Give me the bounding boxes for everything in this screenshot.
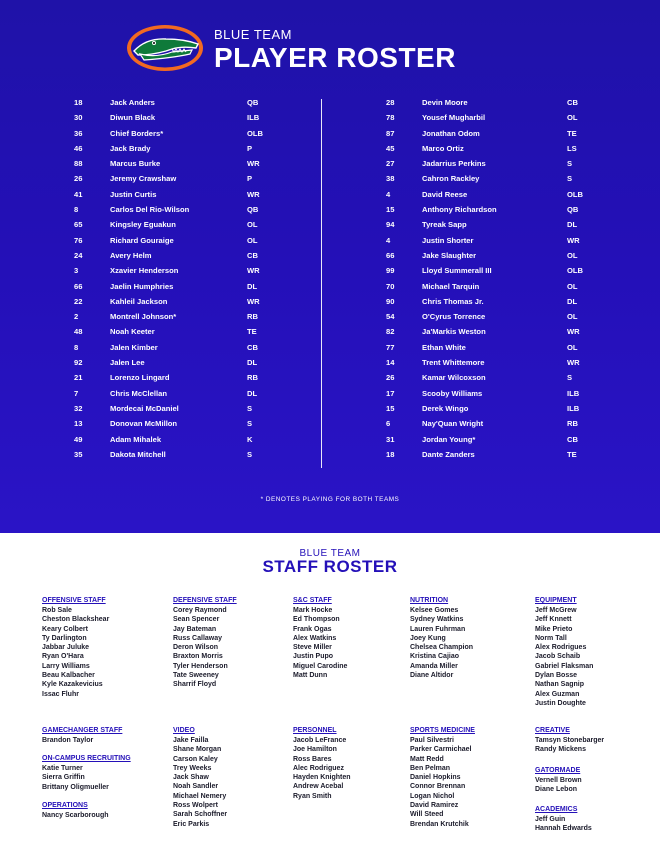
player-name: Scooby Williams <box>422 388 483 398</box>
staff-member: Kristina Cajiao <box>410 653 460 661</box>
player-number: 45 <box>386 143 395 153</box>
staff-member: Hannah Edwards <box>535 825 592 833</box>
staff-member: Ross Bares <box>293 755 332 763</box>
staff-group <box>535 767 582 795</box>
player-number: 15 <box>386 205 395 215</box>
staff-member: Dylan Bosse <box>535 672 578 680</box>
player-position: DL <box>567 220 578 230</box>
staff-member: Trey Weeks <box>173 764 212 772</box>
player-number: 78 <box>386 113 395 123</box>
staff-member: Ryan O'Hara <box>42 653 84 661</box>
staff-member: Diane Lebon <box>535 786 578 794</box>
staff-group-title: OPERATIONS <box>42 802 88 809</box>
player-name: Kahleil Jackson <box>110 296 168 306</box>
player-position: RB <box>567 419 578 429</box>
staff-member: Justin Doughte <box>535 699 586 707</box>
staff-group <box>173 597 237 690</box>
player-number: 28 <box>386 98 395 107</box>
player-name: David Reese <box>422 189 468 199</box>
player-number: 15 <box>386 403 395 413</box>
player-number: 35 <box>74 449 83 459</box>
player-number: 66 <box>74 281 83 291</box>
staff-member: Katie Turner <box>42 765 83 772</box>
staff-group <box>42 755 131 792</box>
player-position: RB <box>247 373 258 383</box>
player-position: OL <box>567 113 578 123</box>
player-name: Jadarrius Perkins <box>422 159 486 169</box>
staff-member: Kelsee Gomes <box>410 607 459 614</box>
staff-member: Alex Guzman <box>535 690 580 698</box>
staff-member: Cheston Blackshear <box>42 616 110 624</box>
player-position: OLB <box>567 189 584 199</box>
staff-group-title: ACADEMICS <box>535 806 578 813</box>
staff-group-title: OFFENSIVE STAFF <box>42 597 106 604</box>
player-name: Lorenzo Lingard <box>110 373 170 383</box>
staff-group-title: DEFENSIVE STAFF <box>173 597 237 604</box>
player-name: Ja'Markis Weston <box>422 327 486 337</box>
player-position: ILB <box>567 403 580 413</box>
player-number: 54 <box>386 312 395 322</box>
staff-member: Hayden Knighten <box>293 774 351 782</box>
staff-group <box>535 597 593 708</box>
player-position: S <box>247 449 253 459</box>
player-number: 2 <box>74 312 79 322</box>
staff-member: Jeff McGrew <box>535 607 577 614</box>
player-position: TE <box>567 449 577 459</box>
staff-group <box>42 802 109 820</box>
staff-member: Sharrif Floyd <box>173 681 217 689</box>
player-position: WR <box>567 327 580 337</box>
player-position: LS <box>567 143 577 153</box>
staff-member: Parker Carmichael <box>410 746 472 754</box>
gator-logo-icon <box>126 24 204 72</box>
player-number: 31 <box>386 434 395 444</box>
staff-member: Amanda Miller <box>410 662 458 670</box>
staff-member: Matt Redd <box>410 755 444 763</box>
player-name: O'Cyrus Torrence <box>422 312 486 322</box>
player-name: Chris McClellan <box>110 388 167 398</box>
player-name: Justin Curtis <box>110 189 157 199</box>
staff-member: Norm Tall <box>535 634 567 642</box>
staff-member: Keary Colbert <box>42 625 88 633</box>
player-name: Kamar Wilcoxson <box>422 373 486 383</box>
footnote: * DENOTES PLAYING FOR BOTH TEAMS <box>260 496 400 503</box>
player-position: ILB <box>567 388 580 398</box>
player-position: WR <box>567 358 580 368</box>
player-name: Xzavier Henderson <box>110 266 179 276</box>
staff-member: Deron Wilson <box>173 644 219 652</box>
staff-member: Nancy Scarborough <box>42 812 109 819</box>
player-name: Marco Ortiz <box>422 143 464 153</box>
staff-member: Ryan Smith <box>293 792 332 800</box>
staff-member: Russ Callaway <box>173 634 223 642</box>
player-name: Jack Anders <box>110 98 155 107</box>
staff-member: Ross Wolpert <box>173 802 218 810</box>
staff-member: Randy Mickens <box>535 746 586 754</box>
player-number: 4 <box>386 235 391 245</box>
staff-member: Ty Darlington <box>42 634 87 642</box>
player-number: 26 <box>386 373 395 383</box>
staff-member: Jeff Guin <box>535 816 566 823</box>
staff-member: Jake Failla <box>173 737 209 744</box>
player-position: OL <box>247 220 258 230</box>
staff-group <box>410 597 473 680</box>
player-number: 46 <box>74 143 83 153</box>
player-position: WR <box>247 266 260 276</box>
player-position: CB <box>567 98 578 107</box>
staff-member: Tamsyn Stonebarger <box>535 737 605 744</box>
staff-member: Joey Kung <box>410 634 446 642</box>
staff-member: Kyle Kazakevicius <box>42 681 103 689</box>
player-position: DL <box>247 281 258 291</box>
player-position: DL <box>567 296 578 306</box>
staff-member: Joe Hamilton <box>293 746 337 754</box>
staff-member: Brendan Krutchik <box>410 820 469 828</box>
player-position: OL <box>567 281 578 291</box>
player-name: Jalen Kimber <box>110 342 158 352</box>
staff-member: Ben Pelman <box>410 764 451 772</box>
player-number: 94 <box>386 220 395 230</box>
staff-member: Alex Rodrigues <box>535 644 587 652</box>
player-name: Devin Moore <box>422 98 468 107</box>
player-number: 14 <box>386 358 395 368</box>
player-number: 4 <box>386 189 391 199</box>
player-name: Montrell Johnson* <box>110 312 177 322</box>
player-name: Jonathan Odom <box>422 128 480 138</box>
staff-member: Braxton Morris <box>173 653 223 661</box>
staff-group <box>173 727 227 829</box>
player-name: Marcus Burke <box>110 159 161 169</box>
staff-member: Sydney Watkins <box>410 616 464 624</box>
player-position: S <box>567 159 573 169</box>
player-name: Jalen Lee <box>110 358 145 368</box>
player-position: TE <box>247 327 257 337</box>
player-name: Chris Thomas Jr. <box>422 296 484 306</box>
staff-member: Miguel Carodine <box>293 662 348 670</box>
staff-member: Michael Nemery <box>173 792 227 800</box>
player-number: 27 <box>386 159 395 169</box>
player-position: K <box>247 434 253 444</box>
player-number: 26 <box>74 174 83 184</box>
staff-group-title: PERSONNEL <box>293 727 337 734</box>
staff-member: Connor Brennan <box>410 783 466 791</box>
player-name: Ethan White <box>422 342 466 352</box>
staff-member: Alex Watkins <box>293 634 337 642</box>
staff-group-title: VIDEO <box>173 727 195 734</box>
staff-subtitle: BLUE TEAM <box>299 548 361 559</box>
staff-member: Tyler Henderson <box>173 662 228 670</box>
player-name: Mordecai McDaniel <box>110 403 179 413</box>
player-number: 18 <box>386 449 395 459</box>
roster-subtitle: BLUE TEAM <box>214 27 292 42</box>
player-name: Carlos Del Rio-Wilson <box>110 205 190 215</box>
player-position: S <box>567 373 573 383</box>
staff-member: Jeff Knnett <box>535 616 572 624</box>
player-name: Jeremy Crawshaw <box>110 174 177 184</box>
staff-member: Justin Pupo <box>293 653 334 661</box>
player-name: Yousef Mugharbil <box>422 113 486 123</box>
player-name: Michael Tarquin <box>422 281 480 291</box>
player-name: Chief Borders* <box>110 128 164 138</box>
player-name: Jake Slaughter <box>422 250 477 260</box>
staff-group-title: ON-CAMPUS RECRUITING <box>42 755 131 762</box>
player-name: Jordan Young* <box>422 434 476 444</box>
staff-group <box>535 727 604 755</box>
player-number: 99 <box>386 266 395 276</box>
staff-member: Paul Silvestri <box>410 737 454 744</box>
player-number: 17 <box>386 388 395 398</box>
player-number: 24 <box>74 250 83 260</box>
staff-member: Brandon Taylor <box>42 737 94 744</box>
player-number: 92 <box>74 358 83 368</box>
player-number: 48 <box>74 327 83 337</box>
player-position: QB <box>247 98 259 107</box>
player-number: 77 <box>386 342 395 352</box>
player-position: DL <box>247 358 258 368</box>
player-position: DL <box>247 388 258 398</box>
player-position: S <box>247 419 253 429</box>
staff-member: Chelsea Champion <box>410 644 474 652</box>
staff-group <box>410 727 475 829</box>
staff-member: Steve Miller <box>293 644 332 652</box>
staff-member: Beau Kalbacher <box>42 672 95 680</box>
player-name: Diwun Black <box>110 113 156 123</box>
staff-member: Jay Bateman <box>173 625 217 633</box>
player-number: 8 <box>74 342 79 352</box>
player-name: Anthony Richardson <box>422 205 497 215</box>
player-position: OL <box>567 342 578 352</box>
player-position: OLB <box>247 128 264 138</box>
player-number: 21 <box>74 373 83 383</box>
player-name: Adam Mihalek <box>110 434 162 444</box>
staff-member: Issac Fluhr <box>42 690 79 698</box>
player-number: 6 <box>386 419 391 429</box>
staff-member: Jack Shaw <box>173 774 209 782</box>
staff-member: Noah Sandler <box>173 783 219 791</box>
player-number: 7 <box>74 388 79 398</box>
staff-member: Mike Prieto <box>535 625 573 633</box>
player-number: 90 <box>386 296 395 306</box>
column-divider <box>321 99 322 468</box>
player-number: 36 <box>74 128 83 138</box>
player-number: 66 <box>386 250 395 260</box>
staff-member: Jabbar Juluke <box>42 644 90 652</box>
player-position: QB <box>567 205 579 215</box>
player-number: 70 <box>386 281 395 291</box>
player-position: CB <box>247 342 258 352</box>
player-number: 3 <box>74 266 79 276</box>
player-position: TE <box>567 128 577 138</box>
staff-member: Will Steed <box>410 811 444 819</box>
player-number: 13 <box>74 419 83 429</box>
staff-member: Mark Hocke <box>293 607 333 614</box>
player-position: P <box>247 143 253 153</box>
player-position: S <box>247 403 253 413</box>
staff-member: David Ramirez <box>410 802 459 810</box>
player-name: Cahron Rackley <box>422 174 480 184</box>
player-name: Trent Whittemore <box>422 358 485 368</box>
player-name: Jaelin Humphries <box>110 281 174 291</box>
staff-member: Nathan Sagnip <box>535 681 585 689</box>
player-name: Lloyd Summerall III <box>422 266 492 276</box>
player-number: 30 <box>74 113 83 123</box>
staff-group <box>293 727 351 801</box>
staff-member: Sarah Schoffner <box>173 811 228 819</box>
player-position: S <box>567 174 573 184</box>
roster-title: PLAYER ROSTER <box>214 42 456 73</box>
staff-member: Daniel Hopkins <box>410 774 461 782</box>
staff-member: Vernell Brown <box>535 777 582 784</box>
staff-member: Eric Parkis <box>173 820 210 828</box>
staff-group <box>42 597 109 699</box>
player-position: RB <box>247 312 258 322</box>
staff-member: Matt Dunn <box>293 672 328 680</box>
player-name: Tyreak Sapp <box>422 220 467 230</box>
player-number: 88 <box>74 159 83 169</box>
staff-group <box>293 597 347 680</box>
player-name: Dante Zanders <box>422 449 475 459</box>
staff-group-title: SPORTS MEDICINE <box>410 727 475 734</box>
player-number: 82 <box>386 327 395 337</box>
player-number: 38 <box>386 174 395 184</box>
player-position: OLB <box>567 266 584 276</box>
staff-group-title: GATORMADE <box>535 767 581 774</box>
player-number: 76 <box>74 235 83 245</box>
player-position: CB <box>247 250 258 260</box>
staff-member: Diane Altidor <box>410 672 454 680</box>
player-position: QB <box>247 205 259 215</box>
staff-group-title: EQUIPMENT <box>535 597 577 604</box>
player-position: CB <box>567 434 578 444</box>
staff-member: Jacob Schaib <box>535 653 581 661</box>
staff-member: Shane Morgan <box>173 746 222 754</box>
player-position: WR <box>247 189 260 199</box>
staff-member: Sierra Griffin <box>42 774 85 782</box>
player-name: Donovan McMillon <box>110 419 178 429</box>
staff-member: Gabriel Flaksman <box>535 662 594 670</box>
staff-group-title: NUTRITION <box>410 597 449 604</box>
player-position: OL <box>247 235 258 245</box>
player-number: 87 <box>386 128 395 138</box>
staff-member: Logan Nichol <box>410 792 455 800</box>
player-name: Justin Shorter <box>422 235 474 245</box>
player-position: OL <box>567 250 578 260</box>
staff-member: Carson Kaley <box>173 755 218 763</box>
player-number: 49 <box>74 434 83 444</box>
staff-group <box>42 727 122 745</box>
staff-member: Andrew Acebal <box>293 783 344 791</box>
player-position: OL <box>567 312 578 322</box>
staff-member: Jacob LeFrance <box>293 737 347 744</box>
player-name: Richard Gouraige <box>110 235 174 245</box>
staff-member: Tate Sweeney <box>173 672 219 680</box>
staff-member: Sean Spencer <box>173 616 220 624</box>
player-name: Nay'Quan Wright <box>422 419 484 429</box>
player-name: Jack Brady <box>110 143 151 153</box>
player-position: WR <box>567 235 580 245</box>
player-name: Noah Keeter <box>110 327 155 337</box>
player-position: WR <box>247 159 260 169</box>
player-name: Avery Helm <box>110 250 152 260</box>
player-position: P <box>247 174 253 184</box>
staff-group <box>535 806 592 834</box>
player-name: Derek Wingo <box>422 403 469 413</box>
staff-member: Rob Sale <box>42 607 72 614</box>
player-position: WR <box>247 296 260 306</box>
staff-member: Corey Raymond <box>173 607 227 614</box>
player-name: Dakota Mitchell <box>110 449 166 459</box>
staff-member: Alec Rodriguez <box>293 764 344 772</box>
player-number: 22 <box>74 296 83 306</box>
staff-group-title: S&C STAFF <box>293 597 332 604</box>
player-position: ILB <box>247 113 260 123</box>
player-number: 8 <box>74 205 79 215</box>
staff-title: STAFF ROSTER <box>262 557 398 576</box>
player-name: Kingsley Eguakun <box>110 220 176 230</box>
staff-group-title: GAMECHANGER STAFF <box>42 727 123 734</box>
staff-member: Ed Thompson <box>293 616 340 624</box>
staff-member: Brittany Oligmueller <box>42 783 109 791</box>
player-number: 41 <box>74 189 83 199</box>
player-number: 65 <box>74 220 83 230</box>
player-number: 18 <box>74 98 83 107</box>
staff-member: Lauren Fuhrman <box>410 625 466 633</box>
player-number: 32 <box>74 403 83 413</box>
staff-member: Frank Ogas <box>293 625 332 633</box>
staff-group-title: CREATIVE <box>535 727 570 734</box>
staff-member: Larry Williams <box>42 662 90 670</box>
